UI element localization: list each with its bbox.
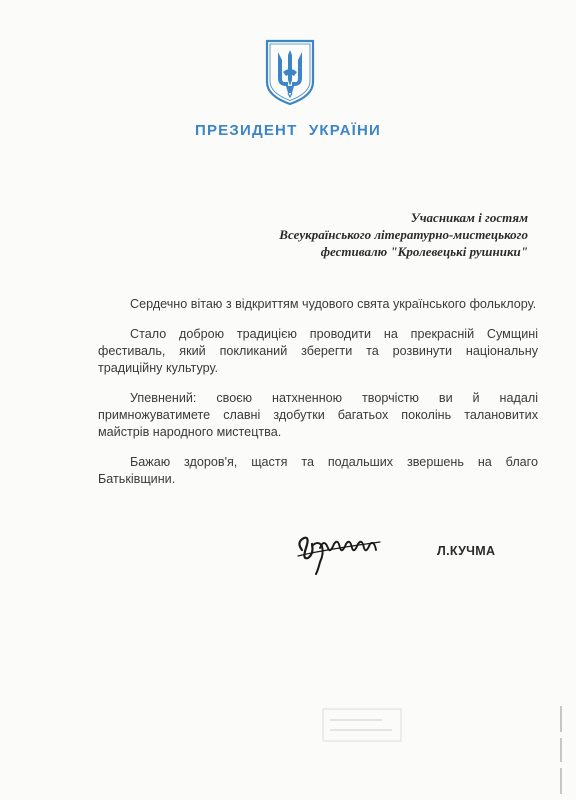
signer-name: Л.КУЧМА xyxy=(437,544,496,558)
body-paragraph: Упевнений: своєю натхненною творчістю ви й надалі примножуватимете славні здобутки багатьох поколінь талановитих майстрів народного мистецтва. xyxy=(98,391,538,439)
addressee-block xyxy=(279,209,528,260)
letter-body xyxy=(98,296,538,501)
body-paragraph: Сердечно вітаю з відкриттям чудового свята українського фольклору. xyxy=(130,297,537,311)
archive-margin-mark xyxy=(552,702,570,798)
body-paragraph: Стало доброю традицією проводити на прекрасній Сумщині фестиваль, який покликаний зберегти та розвинути національну традиційну культуру. xyxy=(98,327,538,375)
trident-emblem-icon xyxy=(264,38,316,106)
received-stamp-mark xyxy=(322,708,402,742)
letterhead-title: ПРЕЗИДЕНТ УКРАЇНИ xyxy=(195,122,381,139)
signature-image xyxy=(292,528,392,580)
body-paragraph: Бажаю здоров'я, щастя та подальших звершень на благо Батьківщини. xyxy=(98,455,538,486)
addressee-line-3: фестивалю "Кролевецькі рушники" xyxy=(320,244,528,259)
addressee-line-1: Учасникам і гостям xyxy=(410,210,528,225)
addressee-line-2: Всеукраїнського літературно-мистецького xyxy=(279,227,528,242)
